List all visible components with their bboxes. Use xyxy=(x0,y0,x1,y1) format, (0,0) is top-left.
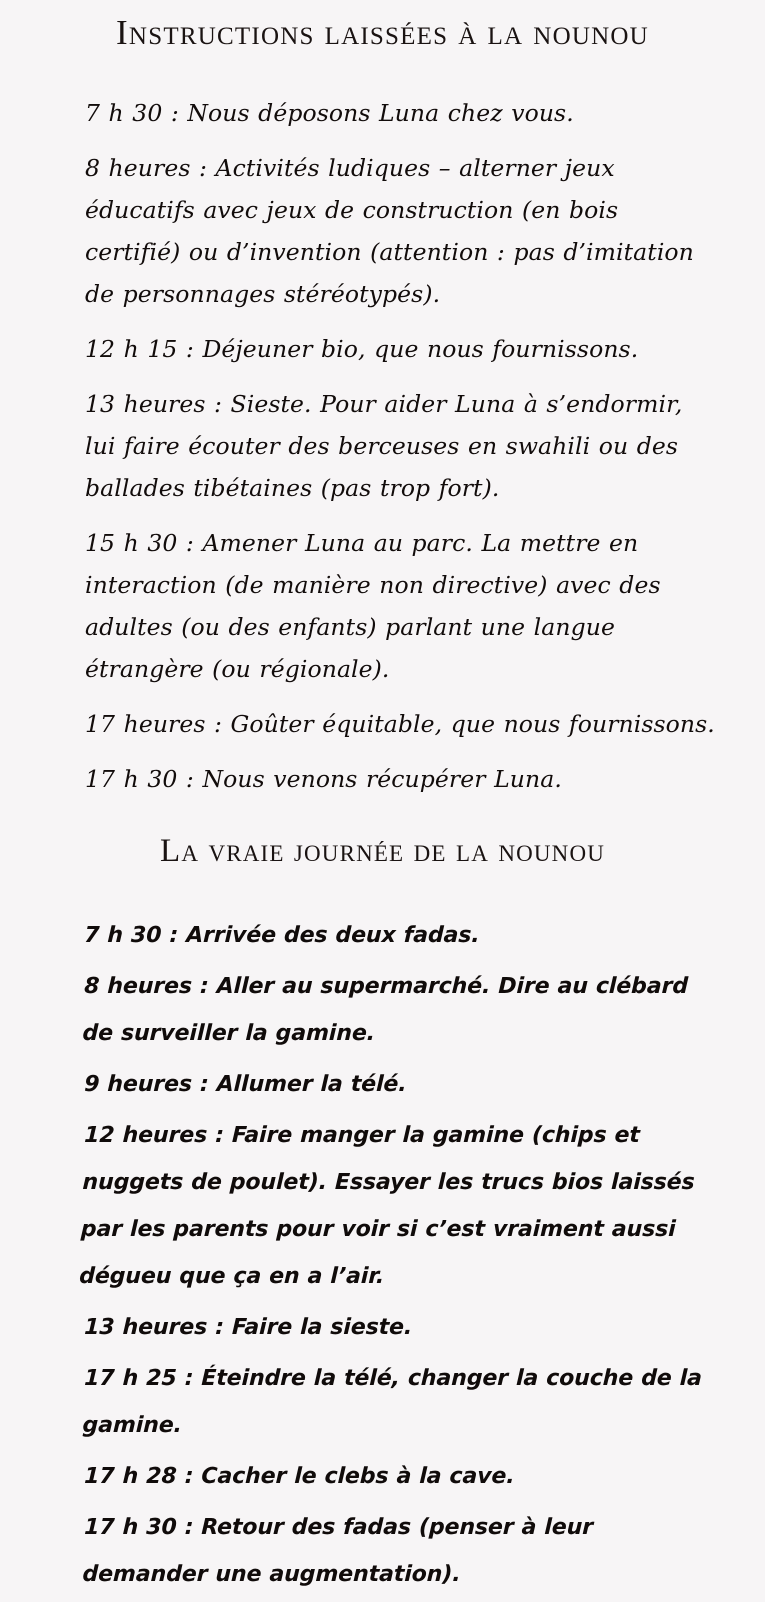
list-item: 9 heures : Allumer la télé. xyxy=(83,1072,408,1097)
list-item: 8 heures : Activités ludiques – alterner jeux éducatifs avec jeux de construction (en bois certifié) ou d’invention (attention : pas d’imitation de personnages stéréotypés). xyxy=(85,154,694,308)
list-item: 17 h 28 : Cacher le clebs à la cave. xyxy=(83,1464,516,1489)
list-item: 17 h 25 : Éteindre la télé, changer la couche de la gamine. xyxy=(82,1366,703,1438)
vraie-journee-list xyxy=(78,912,717,1602)
instructions-list xyxy=(85,92,715,813)
section-title-vraie-journee: La vraie journée de la nounou xyxy=(160,833,605,869)
list-item: 8 heures : Aller au supermarché. Dire au clébard de surveiller la gamine. xyxy=(82,974,689,1046)
list-item: 17 h 30 : Retour des fadas (penser à leur demander une augmentation). xyxy=(82,1515,594,1587)
list-item: 12 heures : Faire manger la gamine (chips et nuggets de poulet). Essayer les trucs bios laissés par les parents pour voir si c’est vraiment aussi dégueu que ça en a l’air. xyxy=(78,1123,696,1289)
list-item: 13 heures : Sieste. Pour aider Luna à s’endormir, lui faire écouter des berceuses en swahili ou des ballades tibétaines (pas trop fort). xyxy=(85,390,683,502)
list-item: 7 h 30 : Nous déposons Luna chez vous. xyxy=(85,99,574,127)
list-item: 13 heures : Faire la sieste. xyxy=(83,1315,413,1340)
list-item: 17 h 30 : Nous venons récupérer Luna. xyxy=(85,765,562,793)
list-item: 15 h 30 : Amener Luna au parc. La mettre en interaction (de manière non directive) avec des adultes (ou des enfants) parlant une langue étrangère (ou régionale). xyxy=(85,529,661,683)
section-title-instructions: Instructions laissées à la nounou xyxy=(116,13,649,52)
list-item: 7 h 30 : Arrivée des deux fadas. xyxy=(83,923,481,948)
list-item: 17 heures : Goûter équitable, que nous fournissons. xyxy=(85,710,715,738)
list-item: 12 h 15 : Déjeuner bio, que nous fournissons. xyxy=(85,335,639,363)
